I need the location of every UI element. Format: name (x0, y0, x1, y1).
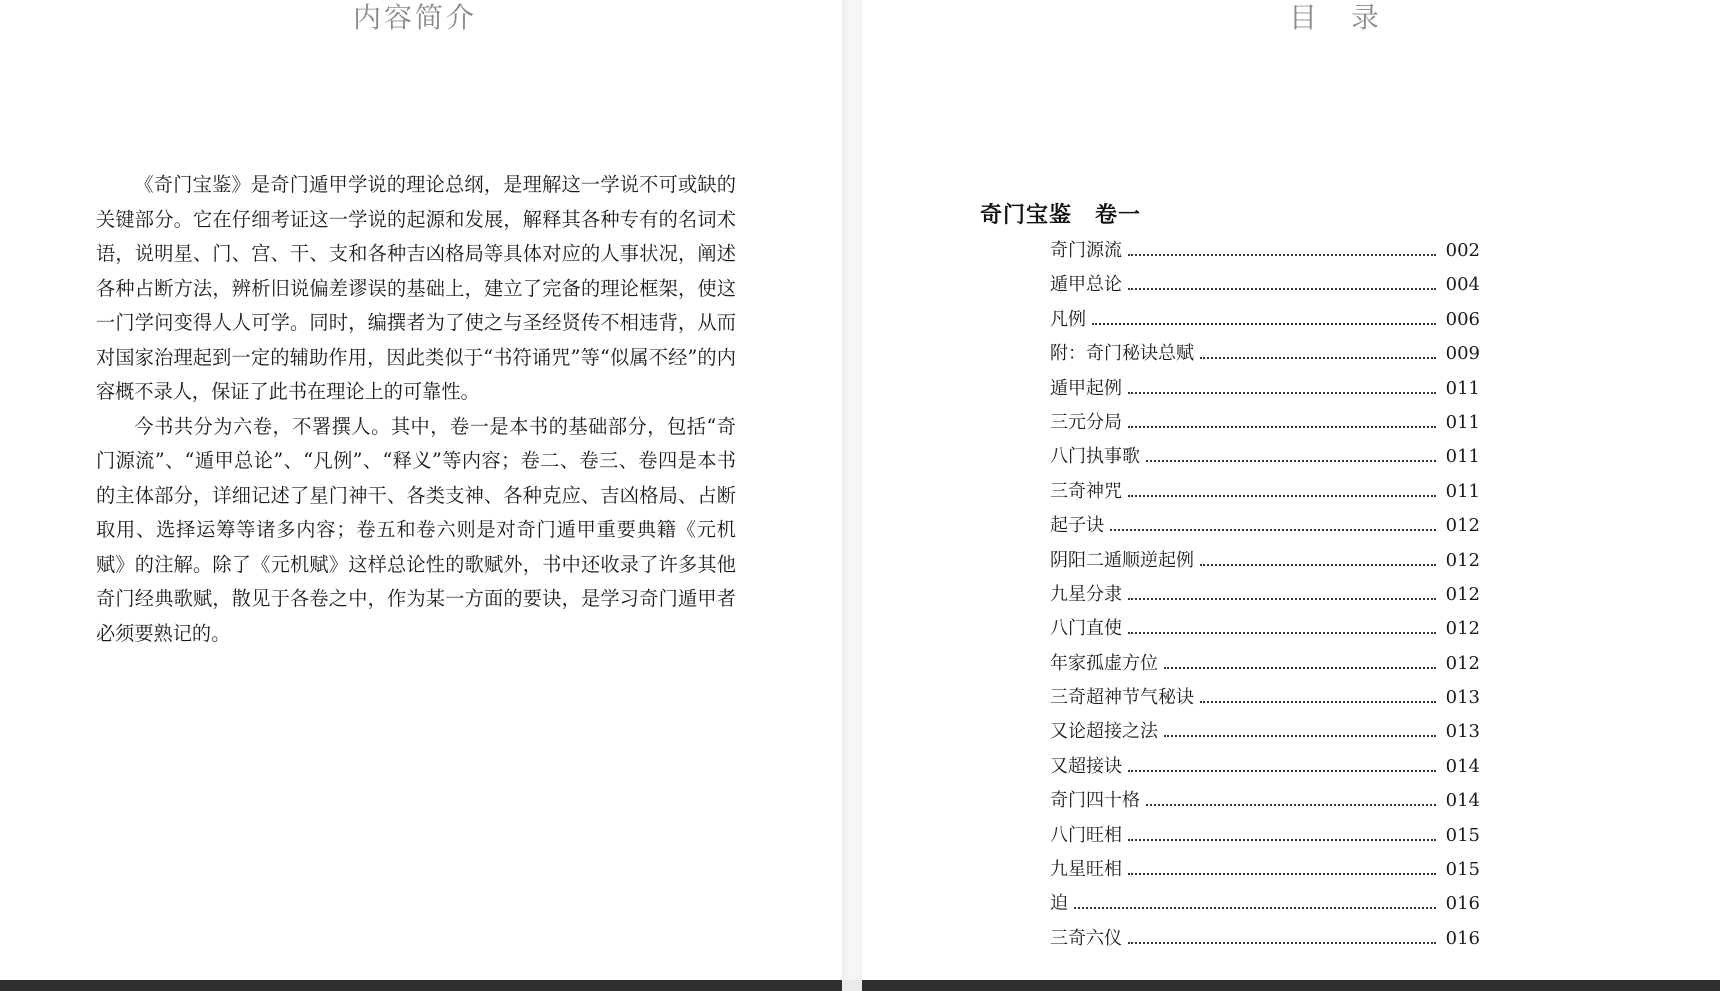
viewer-bottom-strip (0, 980, 1720, 991)
toc-entry-label: 九星分隶 (1050, 583, 1122, 605)
toc-dot-leader (1128, 392, 1436, 394)
toc-dot-leader (1146, 460, 1436, 462)
toc-entry[interactable] (1050, 270, 1480, 304)
toc-dot-leader (1200, 357, 1436, 359)
toc-dot-leader (1128, 254, 1436, 256)
toc-entry-label: 奇门源流 (1050, 240, 1122, 261)
toc-dot-leader (1128, 770, 1436, 772)
toc-dot-leader (1110, 529, 1436, 531)
toc-entry[interactable] (1050, 717, 1480, 751)
toc-entry-page-number: 002 (1445, 240, 1480, 261)
toc-dot-leader (1128, 426, 1436, 428)
toc-entry[interactable] (1050, 305, 1480, 339)
page-table-of-contents (862, 0, 1720, 980)
toc-entry-page-number: 011 (1445, 411, 1480, 433)
toc-entry-label: 遁甲总论 (1050, 274, 1122, 296)
toc-dot-leader (1128, 839, 1436, 841)
toc-entry[interactable] (1050, 821, 1480, 855)
toc-entry[interactable] (1050, 924, 1480, 958)
toc-entry[interactable] (1050, 786, 1480, 820)
toc-entry[interactable] (1050, 889, 1480, 923)
toc-entry[interactable] (1050, 442, 1480, 476)
toc-entry-label: 遁甲起例 (1050, 377, 1122, 399)
toc-entry-label: 八门直使 (1050, 618, 1122, 640)
toc-dot-leader (1128, 288, 1436, 290)
introduction-paragraph: 《奇门宝鉴》是奇门遁甲学说的理论总纲，是理解这一学说不可或缺的关键部分。它在仔细考证这一学说的起源和发展，解释其各种专有的名词术语，说明星、门、宫、干、支和各种吉凶格局等具体对应的人事状况，阐述各种占断方法，辨析旧说偏差谬误的基础上，建立了完备的理论框架，使这一门学问变得人人可学。同时，编撰者为了使之与圣经贤传不相违背，从而对国家治理起到一定的辅助作用，因此类似于“书符诵咒”等“似属不经”的内容概不录人，保证了此书在理论上的可靠性。 (96, 173, 736, 403)
toc-entry-page-number: 006 (1445, 308, 1480, 330)
toc-entry-page-number: 009 (1445, 343, 1480, 365)
toc-entry-page-number: 004 (1445, 274, 1480, 296)
toc-entry[interactable] (1050, 855, 1480, 889)
toc-list (1050, 236, 1480, 958)
page-gutter (842, 0, 862, 991)
toc-entry-page-number: 012 (1445, 618, 1480, 640)
toc-entry-page-number: 014 (1445, 755, 1480, 777)
page-introduction (0, 0, 842, 980)
toc-entry-page-number: 013 (1445, 721, 1480, 743)
toc-section-heading: 奇门宝鉴 卷一 (980, 202, 1142, 228)
toc-entry[interactable] (1050, 649, 1480, 683)
toc-entry-page-number: 012 (1445, 549, 1480, 571)
toc-entry-label: 八门旺相 (1050, 824, 1122, 846)
toc-entry-label: 年家孤虚方位 (1050, 652, 1158, 674)
toc-entry-page-number: 011 (1445, 377, 1480, 399)
toc-dot-leader (1128, 942, 1436, 944)
toc-entry[interactable] (1050, 408, 1480, 442)
toc-entry[interactable] (1050, 236, 1480, 270)
page-title: 内容简介 (352, 1, 477, 34)
toc-entry-page-number: 011 (1445, 446, 1480, 468)
toc-entry[interactable] (1050, 614, 1480, 648)
toc-entry-label: 附：奇门秘诀总赋 (1050, 343, 1194, 365)
toc-entry-label: 八门执事歌 (1050, 446, 1140, 468)
toc-entry[interactable] (1050, 683, 1480, 717)
toc-entry-label: 起子诀 (1050, 515, 1104, 537)
toc-title: 目 录 (1288, 1, 1382, 34)
toc-entry[interactable] (1050, 339, 1480, 373)
introduction-paragraph: 今书共分为六卷，不署撰人。其中，卷一是本书的基础部分，包括“奇门源流”、“遁甲总论”、“凡例”、“释义”等内容；卷二、卷三、卷四是本书的主体部分，详细记述了星门神干、各类支神、各种克应、吉凶格局、占断取用、选择运筹等诸多内容；卷五和卷六则是对奇门遁甲重要典籍《元机赋》的注解。除了《元机赋》这样总论性的歌赋外，书中还收录了许多其他奇门经典歌赋，散见于各卷之中，作为某一方面的要诀，是学习奇门遁甲者必须要熟记的。 (96, 414, 736, 645)
bottom-strip-gap (842, 980, 862, 991)
toc-entry-page-number: 012 (1445, 515, 1480, 537)
toc-entry-page-number: 012 (1445, 583, 1480, 605)
toc-entry-page-number: 015 (1445, 824, 1480, 846)
toc-entry-page-number: 013 (1445, 687, 1480, 709)
toc-entry-label: 奇门四十格 (1050, 790, 1140, 812)
toc-entry-label: 三元分局 (1050, 411, 1122, 433)
toc-entry-label: 三奇超神节气秘诀 (1050, 687, 1194, 709)
toc-entry-page-number: 012 (1445, 652, 1480, 674)
toc-dot-leader (1092, 323, 1436, 325)
toc-entry-page-number: 016 (1445, 927, 1480, 949)
toc-entry-label: 阴阳二遁顺逆起例 (1050, 549, 1194, 571)
toc-dot-leader (1164, 667, 1436, 669)
toc-entry-label: 三奇六仪 (1050, 927, 1122, 949)
toc-entry-page-number: 015 (1445, 859, 1480, 881)
toc-entry-page-number: 011 (1445, 480, 1480, 502)
toc-entry-page-number: 016 (1445, 893, 1480, 915)
toc-entry-label: 又论超接之法 (1050, 721, 1158, 743)
toc-dot-leader (1128, 598, 1436, 600)
toc-entry[interactable] (1050, 580, 1480, 614)
toc-entry[interactable] (1050, 477, 1480, 511)
toc-dot-leader (1146, 804, 1436, 806)
toc-entry-label: 迫 (1050, 893, 1068, 915)
toc-entry[interactable] (1050, 511, 1480, 545)
introduction-body (96, 168, 736, 651)
toc-entry[interactable] (1050, 546, 1480, 580)
toc-dot-leader (1128, 632, 1436, 634)
toc-entry-label: 三奇神咒 (1050, 480, 1122, 502)
toc-dot-leader (1128, 873, 1436, 875)
toc-dot-leader (1200, 701, 1436, 703)
toc-dot-leader (1200, 564, 1436, 566)
toc-dot-leader (1074, 907, 1436, 909)
toc-entry[interactable] (1050, 752, 1480, 786)
toc-entry[interactable] (1050, 374, 1480, 408)
toc-entry-label: 又超接诀 (1050, 755, 1122, 777)
toc-entry-page-number: 014 (1445, 790, 1480, 812)
toc-dot-leader (1164, 735, 1436, 737)
toc-entry-label: 九星旺相 (1050, 859, 1122, 881)
toc-entry-label: 凡例 (1050, 308, 1086, 330)
toc-dot-leader (1128, 495, 1436, 497)
